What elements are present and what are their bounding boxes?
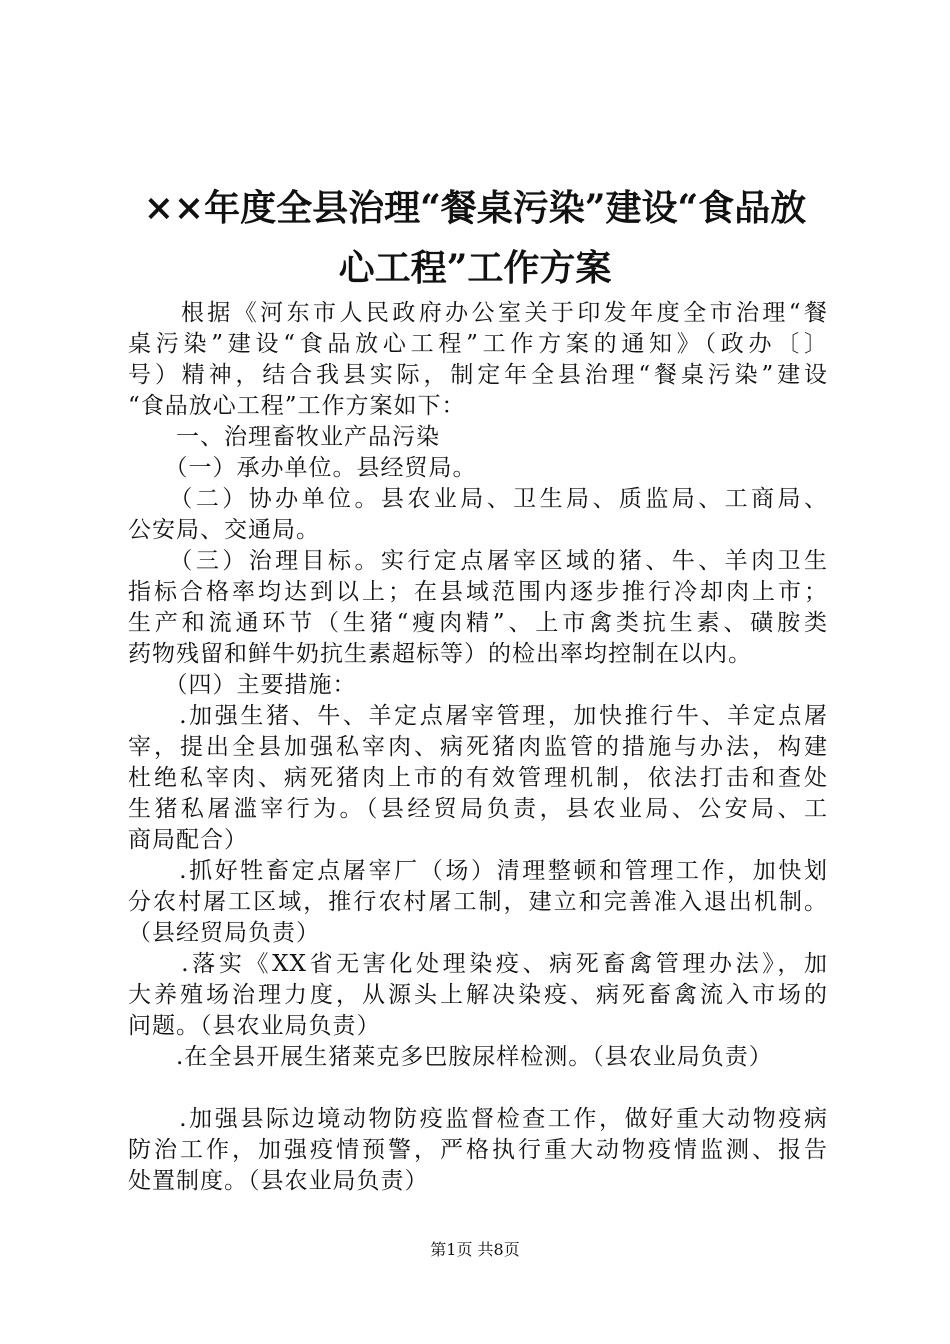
- body-text-line: .加强生猪、牛、羊定点屠宰管理，加快推行牛、羊定点屠: [128, 703, 828, 729]
- body-text-line: 号）精神，结合我县实际，制定年全县治理“餐桌污染”建设: [128, 362, 828, 388]
- body-text-line: 防治工作，加强疫情预警，严格执行重大动物疫情监测、报告: [128, 1137, 828, 1163]
- document-title-line-1: ××年度全县治理“餐桌污染”建设“食品放: [143, 187, 807, 229]
- body-text-line: 大养殖场治理力度，从源头上解决染疫、病死畜禽流入市场的: [128, 982, 828, 1008]
- blank-line: [128, 1073, 828, 1104]
- body-text-line: 杜绝私宰肉、病死猪肉上市的有效管理机制，依法打击和查处: [128, 765, 828, 791]
- body-text-line: （一）承办单位。县经贸局。: [128, 455, 477, 481]
- body-text-line: “食品放心工程”工作方案如下：: [128, 393, 466, 419]
- page-footer: 第1页 共8页: [430, 1240, 520, 1259]
- body-text-line: （四）主要措施：: [128, 672, 357, 698]
- document-body: [128, 298, 828, 1197]
- body-text-line: （三）治理目标。实行定点屠宰区域的猪、牛、羊肉卫生: [128, 548, 828, 574]
- body-text-line: 桌污染”建设“食品放心工程”工作方案的通知》（政办〔〕: [128, 331, 828, 357]
- body-text-line: 指标合格率均达到以上；在县域范围内逐步推行冷却肉上市；: [128, 579, 828, 605]
- body-text-line: 根据《河东市人民政府办公室关于印发年度全市治理“餐: [128, 300, 828, 326]
- body-text-line: 问题。（县农业局负责）: [128, 1013, 381, 1039]
- body-text-line: （二）协办单位。县农业局、卫生局、质监局、工商局、: [128, 486, 828, 512]
- body-text-line: 生猪私屠滥宰行为。（县经贸局负责，县农业局、公安局、工: [128, 796, 828, 822]
- body-text-line: .在全县开展生猪莱克多巴胺尿样检测。（县农业局负责）: [128, 1044, 773, 1070]
- body-text-line: 公安局、交通局。: [128, 517, 320, 543]
- body-text-line: 生产和流通环节（生猪“瘦肉精”、上市禽类抗生素、磺胺类: [128, 610, 828, 636]
- body-text-line: 药物残留和鲜牛奶抗生素超标等）的检出率均控制在以内。: [128, 641, 752, 667]
- body-text-line: .抓好牲畜定点屠宰厂（场）清理整顿和管理工作，加快划: [128, 858, 828, 884]
- body-text-line: 商局配合）: [128, 827, 248, 853]
- body-text-line: 宰，提出全县加强私宰肉、病死猪肉监管的措施与办法，构建: [128, 734, 828, 760]
- body-text-line: 处置制度。（县农业局负责）: [128, 1168, 429, 1194]
- body-text-line: .落实《XX省无害化处理染疫、病死畜禽管理办法》，加: [128, 951, 828, 977]
- document-title-line-2: 心工程”工作方案: [338, 247, 612, 289]
- body-text-line: （县经贸局负责）: [128, 920, 320, 946]
- body-text-line: 一、治理畜牧业产品污染: [128, 424, 440, 450]
- body-text-line: 分农村屠工区域，推行农村屠工制，建立和完善准入退出机制。: [128, 889, 828, 915]
- body-text-line: .加强县际边境动物防疫监督检查工作，做好重大动物疫病: [128, 1106, 828, 1132]
